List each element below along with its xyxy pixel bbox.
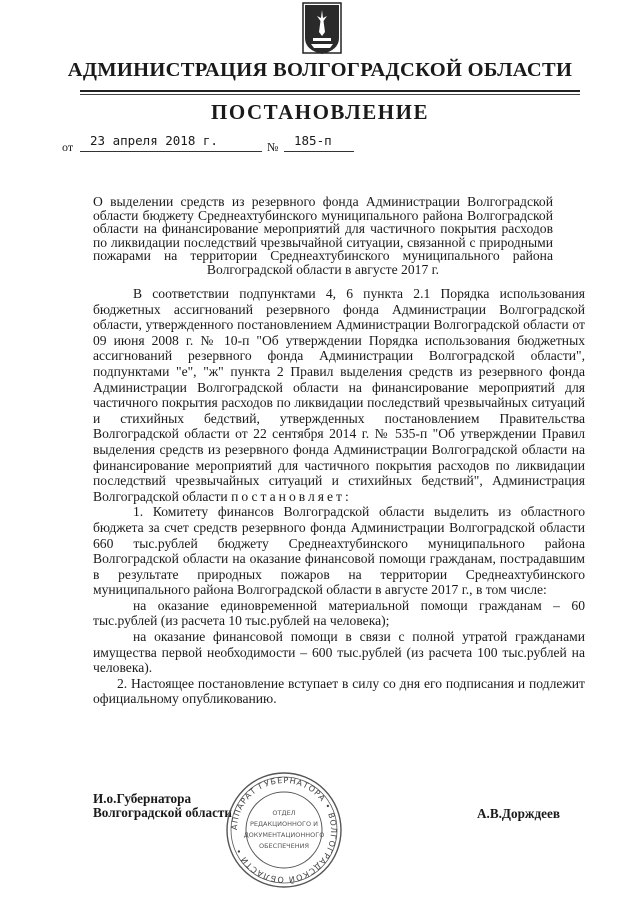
coat-of-arms-emblem-icon (302, 2, 342, 56)
header-rule-thin (80, 94, 580, 95)
item-1-paragraph: 1. Комитету финансов Волгоградской области выделить из областного бюджета за счет средств резервного фонда Администрации Волгоградской области 660 тыс.рублей бюджету Среднеахтубинского муниципального района Волгоградской области на оказание финансовой помощи гражданам, пострадавшим в результате природных пожаров на территории Среднеахтубинского муниципального района Волгоградской области в августе 2017 г., в том числе: (93, 504, 585, 598)
organization-title: АДМИНИСТРАЦИЯ ВОЛГОГРАДСКОЙ ОБЛАСТИ (67, 59, 573, 81)
document-body (93, 286, 585, 707)
stamp-center-line-4: ОБЕСПЕЧЕНИЯ (258, 842, 310, 850)
document-type-title: ПОСТАНОВЛЕНИЕ (211, 100, 429, 124)
preamble-paragraph (93, 286, 585, 504)
signature-position-line-2: Волгоградской области (93, 805, 233, 820)
official-stamp-icon (224, 770, 344, 890)
item-1a-paragraph: на оказание единовременной материальной помощи гражданам – 60 тыс.рублей (из расчета 10 тыс.рублей на человека); (93, 597, 585, 629)
item-2-paragraph: 2. Настоящее постановление вступает в силу со дня его подписания и подлежит официальному опубликованию. (93, 675, 585, 707)
header-rule-thick (80, 90, 580, 92)
number-prefix-label: № (267, 140, 279, 154)
stamp-ring-text: АППАРАТ ГУБЕРНАТОРА • ВОЛГОГРАДСКОЙ ОБЛАСТИ • (229, 775, 339, 885)
document-subject: О выделении средств из резервного фонда Администрации Волгоградской области бюджету Среднеахтубинского муниципального района Волгоградской области на финансирование мероприятий для частичного покрытия расходов по ликвидации последствий чрезвычайной ситуации, связанной с природными пожарами на территории Среднеахтубинского муниципального района Волгоградской области в августе 2017 г. (93, 194, 553, 277)
signature-position-line-1: И.о.Губернатора (93, 791, 192, 806)
number-value: 185-п (284, 133, 354, 152)
preamble-text: В соответствии подпунктами 4, 6 пункта 2.1 Порядка использования бюджетных ассигнований резервного фонда Администрации Волгоградской области, утвержденного постановлением Администрации Волгоградской области от 09 июня 2008 г. № 10-п "Об утверждении Порядка использования бюджетных ассигнований резервного фонда Администрации Волгоградской области", подпунктами "е", "ж" пункта 2 Правил выделения средств из резервного фонда Администрации Волгоградской области на финансирование мероприятий для частичного покрытия расходов по ликвидации последствий чрезвычайных ситуаций и стихийных бедствий, утвержденных постановлением Правительства Волгоградской области от 22 сентября 2014 г. № 535-п "Об утверждении Правил выделения средств из резервного фонда Администрации Волгоградской области на финансирование мероприятий для частичного покрытия расходов по ликвидации последствий чрезвычайных ситуаций и стихийных бедствий", Администрация Волгоградской области (93, 286, 585, 504)
date-value: 23 апреля 2018 г. (80, 133, 262, 152)
signature-position (93, 792, 232, 820)
date-prefix-label: от (62, 140, 74, 154)
item-1b-paragraph: на оказание финансовой помощи в связи с полной утратой гражданами имущества первой необходимости – 600 тыс.рублей (из расчета 100 тыс.рублей на человека). (93, 629, 585, 676)
resolves-word: постановляет: (231, 488, 352, 504)
signatory-name: А.В.Дорждеев (477, 806, 560, 821)
stamp-center-line-1: ОТДЕЛ (272, 809, 296, 817)
stamp-center-line-2: РЕДАКЦИОННОГО И (249, 820, 319, 828)
stamp-center-line-3: ДОКУМЕНТАЦИОННОГО (243, 831, 325, 839)
